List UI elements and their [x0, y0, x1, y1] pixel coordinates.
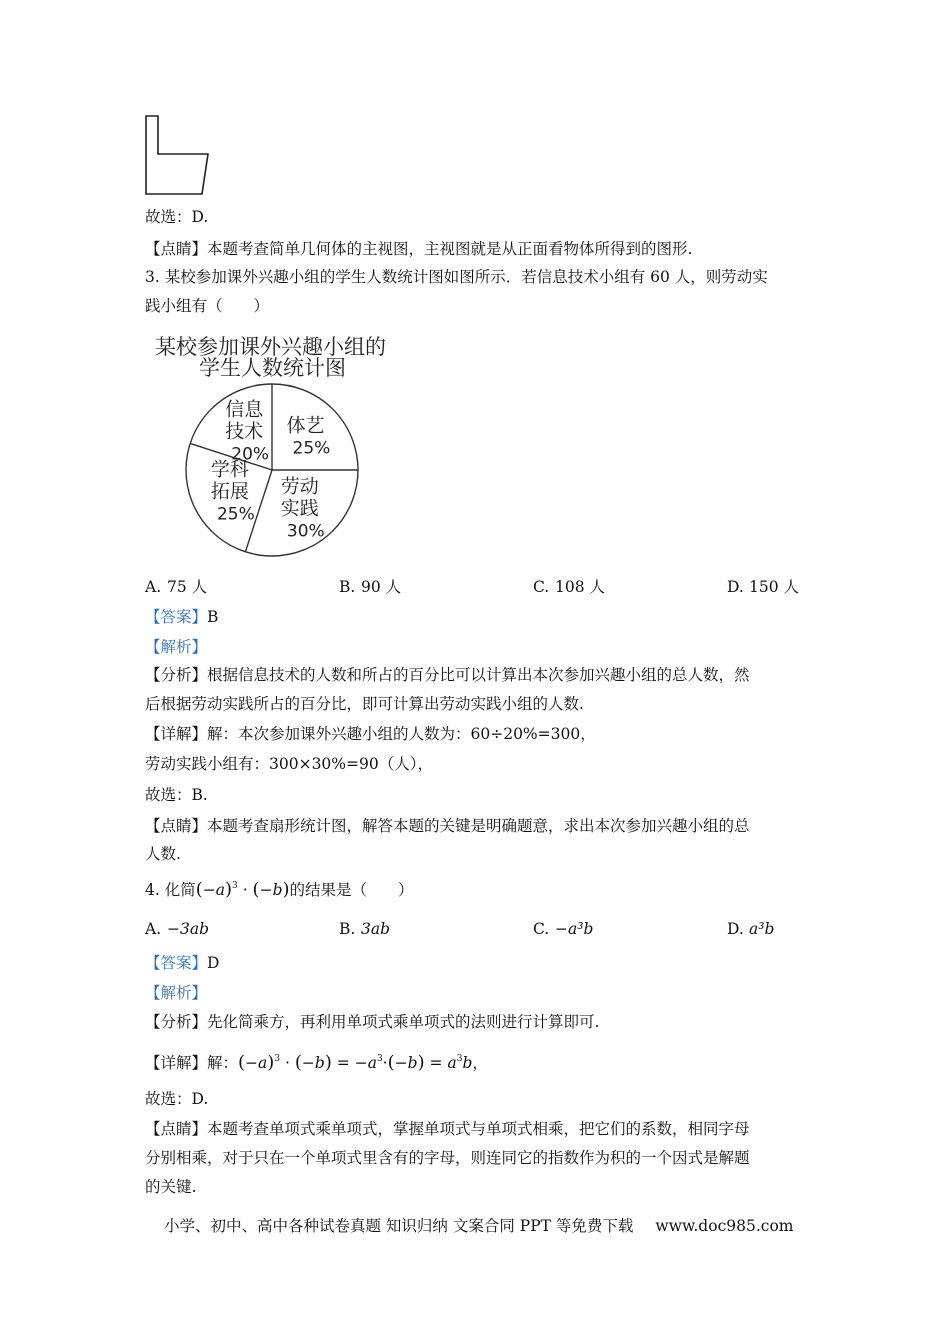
front-view-figure [140, 112, 216, 198]
q4-stem-suffix: 的结果是（ ） [289, 881, 414, 899]
q4-detail-prefix: 【详解】解： [145, 1054, 239, 1072]
q4-analysis-tag: 【解析】 [145, 984, 208, 1002]
q3-detail-line-1: 【详解】解：本次参加课外兴趣小组的人数为：60÷20%=300， [145, 725, 596, 743]
answer-value: D [207, 954, 220, 972]
option-letter: D. [727, 920, 744, 938]
q3-option-b[interactable] [339, 577, 401, 597]
footer-site-link[interactable]: www.doc985.com [655, 1217, 794, 1235]
pie-percent-label: 30% [286, 521, 325, 542]
q3-fenxi-line-1: 【分析】根据信息技术的人数和所占的百分比可以计算出本次参加兴趣小组的总人数，然 [145, 666, 750, 684]
q4-comment-line-2: 分别相乘，对于只在一个单项式里含有的字母，则连同它的指数作为积的一个因式是解题 [145, 1149, 750, 1167]
q3-fenxi-line-2: 后根据劳动实践所占的百分比，即可计算出劳动实践小组的人数. [145, 695, 584, 713]
q4-comment-line-3: 的关键. [145, 1178, 197, 1196]
option-text: 90 人 [361, 578, 402, 596]
answer-tag: 【答案】 [145, 608, 208, 626]
page-footer [164, 1214, 793, 1236]
pie-percent-label: 20% [231, 444, 270, 465]
option-text: 3ab [361, 920, 391, 938]
answer-value: B [207, 608, 219, 626]
pie-slice-label [281, 475, 325, 541]
answer-tag: 【答案】 [145, 954, 208, 972]
q2-answer-line: 故选：D. [145, 208, 209, 226]
q2-comment-line: 【点睛】本题考查简单几何体的主视图，主视图就是从正面看物体所得到的图形. [145, 240, 693, 258]
q4-option-c[interactable] [533, 919, 593, 939]
q3-stem-line-1: 3. 某校参加课外兴趣小组的学生人数统计图如图所示．若信息技术小组有 60 人，则劳动实 [145, 268, 768, 286]
pie-category-label: 拓展 [210, 480, 249, 503]
chart-title-line-1: 某校参加课外兴趣小组的 [155, 335, 386, 359]
pie-slice-label [211, 458, 255, 524]
q3-detail-line-2: 劳动实践小组有：300×30%=90（人）， [145, 755, 433, 773]
q4-option-a[interactable] [145, 919, 209, 939]
q4-detail-expression: $(-a)^3 \cdot (-b) = -a^3\cdot(-b) = a^3b$， [238, 1052, 488, 1073]
q4-expression: $(-a)^3 \cdot (-b)$ [195, 879, 290, 900]
option-letter: A. [145, 920, 162, 938]
option-letter: B. [339, 920, 356, 938]
q4-stem-prefix: 4. 化简 [145, 881, 196, 899]
option-text: −a³b [555, 920, 594, 938]
q3-option-a[interactable] [145, 577, 207, 597]
option-text: −3ab [167, 920, 210, 938]
q4-answer-line [145, 953, 219, 973]
q4-detail-line [145, 1049, 488, 1073]
q4-option-b[interactable] [339, 919, 390, 939]
q3-analysis-tag: 【解析】 [145, 638, 208, 656]
q4-option-d[interactable] [727, 919, 774, 939]
pie-category-label: 体艺 [286, 414, 325, 437]
pie-category-label: 技术 [225, 420, 264, 443]
q3-final-line: 故选：B. [145, 786, 208, 804]
q3-option-c[interactable] [533, 577, 605, 597]
pie-category-label: 学科 [210, 458, 249, 481]
option-letter: C. [533, 578, 550, 596]
q4-stem-line [145, 876, 414, 900]
chart-title-line-2: 学生人数统计图 [199, 356, 346, 380]
q4-comment-line-1: 【点睛】本题考查单项式乘单项式，掌握单项式与单项式相乘，把它们的系数，相同字母 [145, 1120, 750, 1138]
q3-comment-line-2: 人数. [145, 845, 181, 863]
q4-final-line: 故选：D. [145, 1090, 209, 1108]
q3-comment-line-1: 【点睛】本题考查扇形统计图，解答本题的关键是明确题意，求出本次参加兴趣小组的总 [145, 817, 750, 835]
option-text: a³b [749, 920, 775, 938]
pie-chart [145, 330, 415, 570]
option-text: 150 人 [749, 578, 800, 596]
option-text: 108 人 [555, 578, 606, 596]
pie-slice-label [286, 415, 330, 459]
pie-category-label: 实践 [280, 497, 319, 520]
option-letter: C. [533, 920, 550, 938]
option-letter: A. [145, 578, 162, 596]
q4-fenxi-line: 【分析】先化简乘方，再利用单项式乘单项式的法则进行计算即可. [145, 1013, 600, 1031]
option-letter: D. [727, 578, 744, 596]
option-text: 75 人 [167, 578, 208, 596]
pie-percent-label: 25% [216, 504, 255, 525]
q3-option-d[interactable] [727, 577, 799, 597]
q3-stem-line-2: 践小组有（ ） [145, 297, 270, 315]
pie-category-label: 信息 [225, 398, 264, 421]
pie-category-label: 劳动 [280, 475, 319, 498]
footer-text: 小学、初中、高中各种试卷真题 知识归纳 文案合同 PPT 等免费下载 [164, 1217, 634, 1235]
pie-percent-label: 25% [292, 438, 331, 459]
pie-slice-label [225, 399, 269, 465]
option-letter: B. [339, 578, 356, 596]
q3-answer-line [145, 607, 218, 627]
